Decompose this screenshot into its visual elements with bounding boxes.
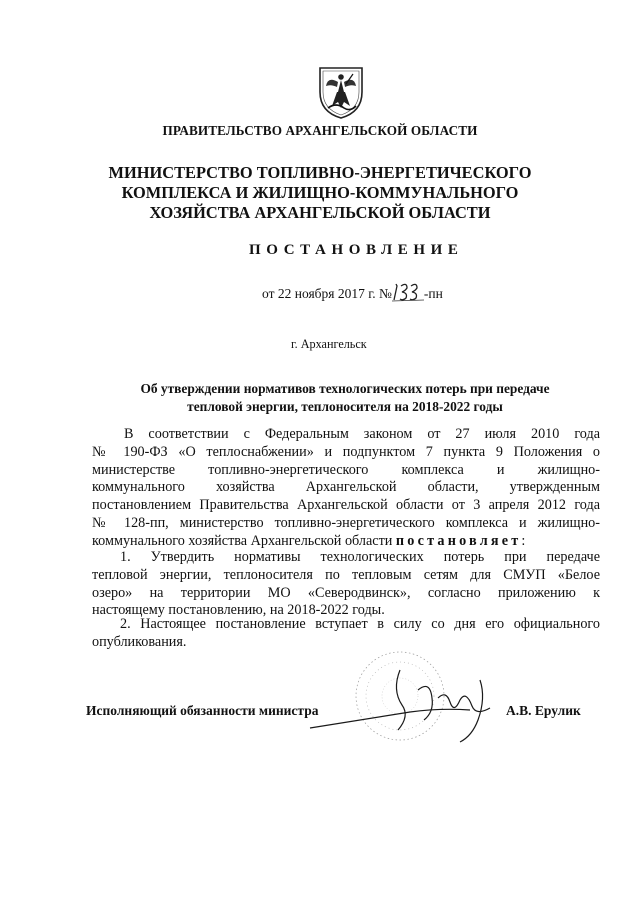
- paragraph-line: коммунального хозяйства Архангельской области, утвержденным: [92, 479, 600, 496]
- paragraph-line: министерстве топливно-энергетического комплекса и жилищно-: [92, 461, 600, 478]
- title-line: Об утверждении нормативов технологических потерь при передаче: [140, 381, 550, 396]
- paragraph-item-2: [92, 616, 600, 652]
- decree-date-number: [262, 284, 443, 302]
- government-heading: ПРАВИТЕЛЬСТВО АРХАНГЕЛЬСКОЙ ОБЛАСТИ: [162, 123, 478, 138]
- paragraph-preamble: [92, 426, 600, 551]
- paragraph-line: № 128-пп, министерство топливно-энергетического комплекса и жилищно-: [92, 514, 600, 531]
- decree-number-handwritten: [392, 284, 424, 298]
- city-name: г. Архангельск: [291, 337, 367, 351]
- title-line: тепловой энергии, теплоносителя на 2018-2022 годы: [187, 399, 503, 414]
- paragraph-line: 1. Утвердить нормативы технологических потерь при передаче: [120, 549, 600, 565]
- paragraph-text: коммунального хозяйства Архангельской области: [92, 532, 393, 549]
- arkhangelsk-coat-of-arms-icon: [316, 62, 366, 120]
- paragraph-line: настоящему постановлению, на 2018-2022 годы.: [92, 602, 385, 619]
- signatory-role: Исполняющий обязанности министра: [86, 703, 319, 718]
- signature-stamp-area: [300, 650, 530, 750]
- ministry-line: ХОЗЯЙСТВА АРХАНГЕЛЬСКОЙ ОБЛАСТИ: [149, 203, 491, 222]
- ministry-line: МИНИСТЕРСТВО ТОПЛИВНО-ЭНЕРГЕТИЧЕСКОГО: [108, 163, 532, 182]
- paragraph-line: постановлением Правительства Архангельской области от 3 апреля 2012 года: [92, 497, 600, 514]
- paragraph-line: озеро» на территории МО «Северодвинск», согласно приложению к: [92, 584, 600, 601]
- paragraph-item-1: [92, 549, 600, 620]
- signatory-name: А.В. Ерулик: [506, 703, 581, 718]
- paragraph-line: 2. Настоящее постановление вступает в силу со дня его официального: [120, 616, 600, 632]
- document-type-heading: ПОСТАНОВЛЕНИЕ: [249, 242, 464, 258]
- paragraph-line: В соответствии с Федеральным законом от 27 июля 2010 года: [124, 426, 600, 442]
- ministry-line: КОМПЛЕКСА И ЖИЛИЩНО-КОММУНАЛЬНОГО: [121, 183, 519, 202]
- decree-number-suffix: -пн: [423, 286, 443, 301]
- handwritten-signature-icon: [310, 670, 490, 742]
- document-title: [80, 380, 610, 416]
- paragraph-text: :: [521, 532, 526, 549]
- paragraph-line: [92, 533, 600, 551]
- resolves-word: постановляет: [395, 532, 522, 549]
- paragraph-line: опубликования.: [92, 633, 187, 650]
- paragraph-line: № 190-ФЗ «О теплоснабжении» и подпунктом 7 пункта 9 Положения о: [92, 443, 600, 460]
- decree-date: от 22 ноября 2017 г. №: [262, 286, 392, 301]
- paragraph-line: тепловой энергии, теплоносителя по тепловым сетям для СМУП «Белое: [92, 566, 600, 583]
- ministry-heading: [0, 163, 640, 223]
